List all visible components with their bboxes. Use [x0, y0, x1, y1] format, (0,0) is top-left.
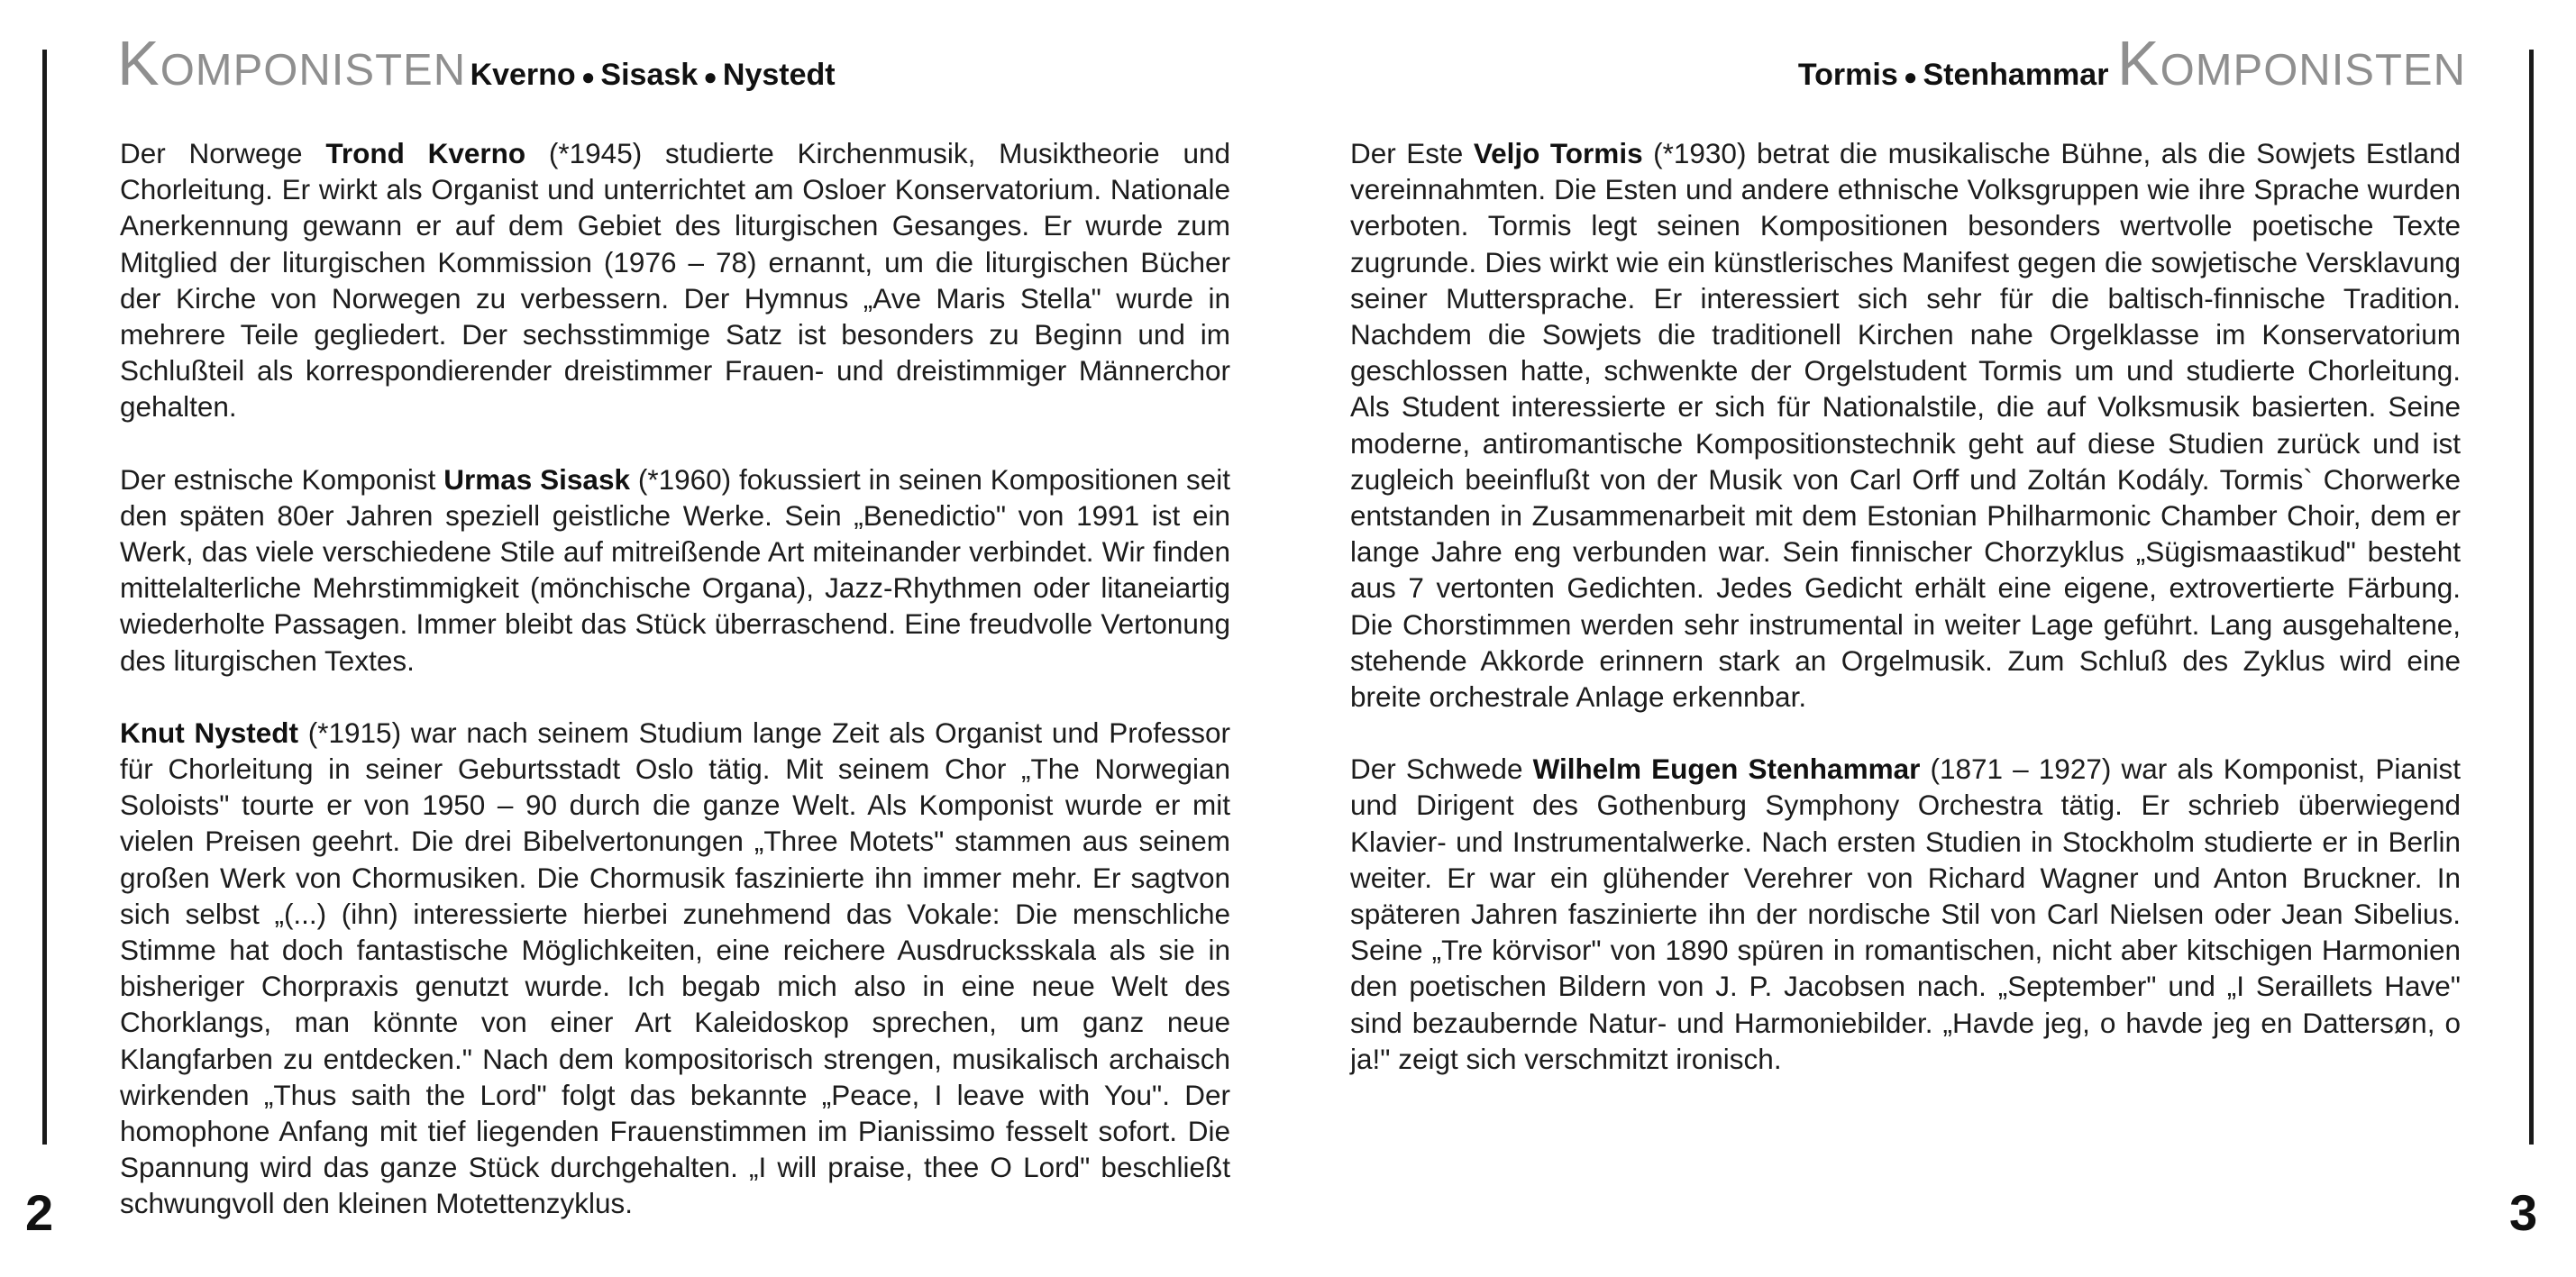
bullet-separator: ● — [1903, 63, 1918, 90]
paragraph-sisask: Der estnische Komponist Urmas Sisask (*1960) fokussiert in seinen Kompositionen seit den späten 80er Jahren speziell geistliche Werke. Sein „Benedictio" von 1991 ist ein Werk, das viele verschiedene Stile auf mitreißende Art miteinander verbindet. Wir finden mittelalterliche Mehrstimmigkeit (mönchische Organa), Jazz-Rhythmen oder litaneiartig wiederholte Passagen. Immer bleibt das Stück überraschend. Eine freudvolle Vertonung des liturgischen Textes. — [120, 462, 1230, 677]
paragraph-kverno: Der Norwege Trond Kverno (*1945) studierte Kirchenmusik, Musiktheorie und Chorleitung. Er wirkt als Organist und unterrichtet am Osloer Konservatorium. Nationale Anerkennung gewann er auf dem Gebiet des liturgischen Gesanges. Er wurde zum Mitglied der liturgischen Kommission (1976 – 78) ernannt, um die liturgischen Bücher der Kirche von Norwegen zu verbessern. Der Hymnus „Ave Maris Stella" wurde in mehrere Teile gegliedert. Der sechsstimmige Satz ist besonders zu Beginn und im Schlußteil als korrespondierender dreistimmer Frauen- und dreistimmiger Männerchor gehalten. — [120, 137, 1230, 424]
left-page-subtitle — [470, 58, 836, 92]
bullet-separator: ● — [703, 63, 717, 90]
composer-name: Trond Kverno — [325, 137, 526, 169]
right-page-body — [1350, 135, 2461, 1113]
composer-name: Urmas Sisask — [443, 462, 630, 496]
paragraph-nystedt: Knut Nystedt (*1915) war nach seinem Studium lange Zeit als Organist und Professor für Chorleitung in seiner Geburtsstadt Oslo tätig. Mit seinem Chor „The Norwegian Soloists" tourte er von 1950 – 90 durch die ganze Welt. Als Komponist wurde er mit vielen Preisen geehrt. Die drei Bibelvertonungen „Three Motets" stammen aus seinem großen Werk von Chormusiken. Die Chormusik faszinierte ihn immer mehr. Er sagtvon sich selbst „(...) (ihn) interessierte hierbei zunehmend das Vokale: Die menschliche Stimme hat doch fantastische Möglichkeiten, eine reichere Ausdrucksskala als sie in bisheriger Chorpraxis genutzt wurde. Ich begab mich also in eine neue Welt des Chorklangs, man könnte von einer Art Kaleidoskop sprechen, um ganz neue Klangfarben zu entdecken." Nach dem kompositorisch strengen, musikalisch archaisch wirkenden „Thus saith the Lord" folgt das bekannte „Peace, I leave with You". Der homophone Anfang mit tief liegenden Frauenstimmen im Pianissimo fesselt sofort. Die Spannung wird das ganze Stück durchgehalten. „I will praise, thee O Lord" beschließt schwungvoll den kleinen Motettenzyklus. — [120, 716, 1230, 1220]
composer-name: Knut Nystedt — [120, 716, 298, 749]
subtitle-name: Sisask — [600, 58, 699, 92]
composer-name: Veljo Tormis — [1473, 137, 1643, 169]
bullet-separator: ● — [580, 63, 596, 90]
page-number-left: 2 — [25, 1184, 54, 1241]
right-page-header — [1798, 27, 2466, 99]
right-margin-rule — [2529, 50, 2534, 1145]
paragraph-stenhammar: Der Schwede Wilhelm Eugen Stenhammar (1871 – 1927) war als Komponist, Pianist und Dirigent des Gothenburg Symphony Orchestra tätig. Er schrieb überwiegend Klavier- und Instrumentalwerke. Nach ersten Studien in Stockholm studierte er in Berlin weiter. Er war ein glühender Verehrer von Richard Wagner und Anton Bruckner. In späteren Jahren faszinierte ihn der nordische Stil von Carl Nielsen oder Jean Sibelius. Seine „Tre körvisor" von 1890 spüren in romantischen, nicht aber kitschigen Harmonien den poetischen Bildern von J. P. Jacobsen nach. „September" und „I Seraillets Have" sind bezaubernde Natur- und Harmoniebilder. „Havde jeg, o havde jeg en Dattersøn, o ja!" zeigt sich verschmitzt ironisch. — [1350, 753, 2461, 1075]
subtitle-name: Stenhammar — [1923, 58, 2109, 92]
left-page-title: Komponisten — [117, 28, 467, 98]
subtitle-name: Nystedt — [722, 58, 836, 92]
left-margin-rule — [42, 50, 47, 1145]
right-page-subtitle — [1798, 58, 2117, 92]
composer-name: Wilhelm Eugen Stenhammar — [1532, 753, 1921, 786]
left-page-header — [117, 27, 836, 99]
left-page-body — [120, 135, 1230, 1258]
paragraph-tormis: Der Este Veljo Tormis (*1930) betrat die musikalische Bühne, als die Sowjets Estland vereinnahmten. Die Esten und andere ethnische Volksgruppen wie ihre Sprache wurden verboten. Tormis legt seinen Kompositionen besonders wertvolle poetische Texte zugrunde. Dies wirkt wie ein künstlerisches Manifest gegen die sowjetische Versklavung seiner Muttersprache. Er interessiert sich sehr für die baltisch-finnische Tradition. Nachdem die Sowjets die traditionell Kirchen nahe Orgelklasse im Konservatorium geschlossen hatte, schwenkte der Orgelstudent Tormis um und studierte Chorleitung. Als Student interessierte er sich für Nationalstile, die auf Volksmusik basierten. Seine moderne, antiromantische Kompositionstechnik geht auf diese Studien zurück und ist zugleich beeinflußt von der Musik von Carl Orff und Zoltán Kodály. Tormis` Chorwerke entstanden in Zusammenarbeit mit dem Estonian Philharmonic Chamber Choir, dem er lange Jahre eng verbunden war. Sein finnischer Chorzyklus „Sügismaastikud" besteht aus 7 vertonten Gedichten. Jedes Gedicht erhält eine eigene, extrovertierte Färbung. Die Chorstimmen werden sehr instrumental in weiter Lage geführt. Lang ausgehaltene, stehende Akkorde erinnern stark an Orgelmusik. Zum Schluß des Zyklus wird eine breite orchestrale Anlage erkennbar. — [1350, 137, 2461, 714]
subtitle-name: Kverno — [470, 58, 576, 92]
subtitle-name: Tormis — [1797, 58, 1898, 92]
page-number-right: 3 — [2509, 1184, 2538, 1241]
right-page-title: Komponisten — [2116, 28, 2466, 98]
